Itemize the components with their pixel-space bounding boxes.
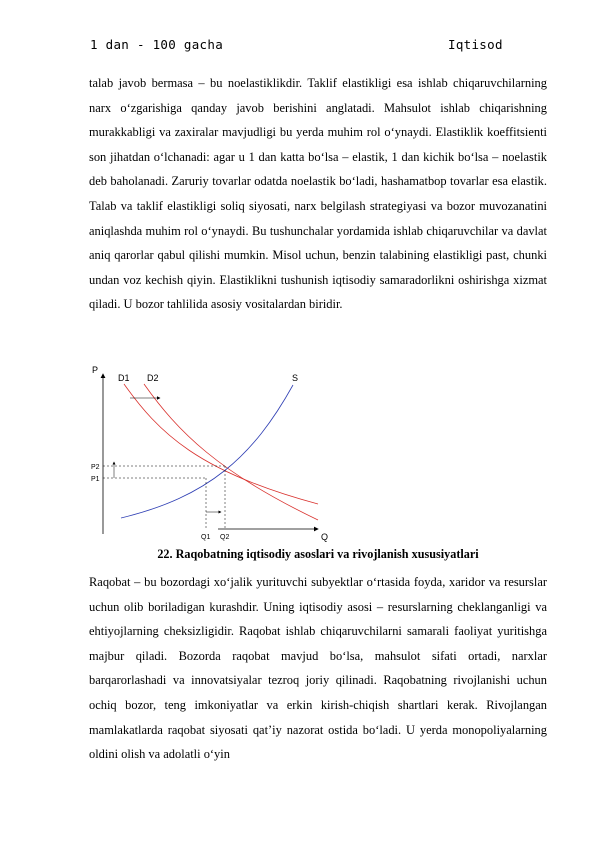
d1-label: D1: [118, 373, 130, 383]
demand-curve-d2: [144, 384, 318, 520]
q-axis-label: Q: [321, 532, 329, 542]
header-subject: Iqtisod: [448, 37, 503, 52]
header-range: 1 dan - 100 gacha: [90, 37, 224, 52]
page-header: [90, 37, 508, 59]
paragraph-competition: Raqobat – bu bozordagi xo‘jalik yurituvchi subyektlar o‘rtasida foyda, xaridor va resurslar uchun olib boriladigan kurashdir. Uning iqtisodiy asosi – resurslarning cheklanganligi va ehtiyojlarning cheksizligidir. Raqobat ishlab chiqaruvchilarni samarali faoliyat yuritishga majbur qiladi. Bozorda raqobat mavjud bo‘lsa, mahsulot sifati ortadi, narxlar barqarorlashadi va innovatsiyalar tezroq joriy qilinadi. Raqobatning rivojlanishi uchun ochiq bozor, teng imkoniyatlar va erkin kirish-chiqish shartlari kerak. Rivojlangan mamlakatlarda raqobat siyosati qat’iy nazorat ostida bo‘ladi. U yerda monopoliyalarning oldini olish va adolatli o‘yin: [89, 575, 547, 762]
supply-curve-s: [121, 385, 293, 518]
p2-label: P2: [91, 464, 100, 471]
d2-label: D2: [147, 373, 159, 383]
section-heading: 22. Raqobatning iqtisodiy asoslari va rivojlanish xususiyatlari: [157, 547, 479, 561]
q2-label: Q2: [220, 534, 230, 541]
q1-label: Q1: [201, 534, 211, 541]
s-label: S: [292, 373, 299, 383]
paragraph-elasticity: talab javob bermasa – bu noelastiklikdir. Taklif elastikligi esa ishlab chiqaruvchilarning narx o‘zgarishiga qanday javob berishini anglatadi. Mahsulot ishlab chiqarishning murakkabligi va zaxiralar mavjudligi bu yerda muhim rol o‘ynaydi. Elastiklik koeffitsienti son jihatdan o‘lchanadi: agar u 1 dan katta bo‘lsa – elastik, 1 dan kichik bo‘lsa – noelastik deb baholanadi. Zaruriy tovarlar odatda noelastik bo‘ladi, hashamatbop tovarlar esa elastik. Talab va taklif elastikligi soliq siyosati, narx belgilash strategiyasi va bozor muvozanatini aniqlashda muhim rol o‘ynaydi. Bu tushunchalar yordamida ishlab chiqaruvchilar va davlat aniq qarorlar qabul qilishi mumkin. Misol uchun, benzin talabining elastikligi past, chunki undan voz kechish qiyin. Elastiklikni tushunish iqtisodiy samaradorlikni oshirishga xizmat qiladi. U bozor tahlilida asosiy vositalardan biridir.: [89, 76, 547, 312]
p-axis-label: P: [92, 365, 99, 375]
demand-curve-d1: [124, 384, 318, 504]
p1-label: P1: [91, 476, 100, 483]
supply-demand-diagram: [88, 362, 340, 542]
